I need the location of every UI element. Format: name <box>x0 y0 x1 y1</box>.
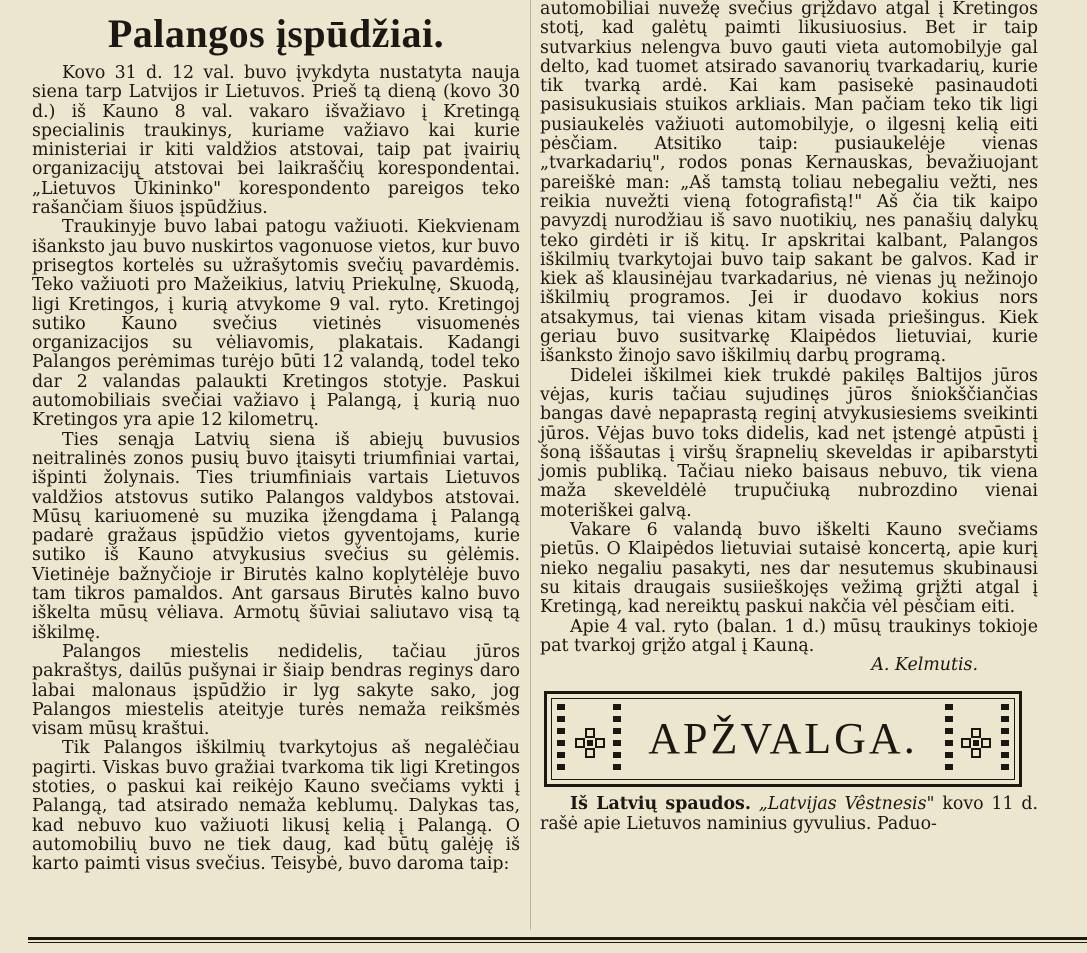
article-paragraph: Traukinyje buvo labai patogu važiuoti. Kiekvienam išanksto jau buvo nuskirtos vagonuose vietos, kur buvo prisegtos kortelės su užrašytomis svečių pavardėmis. Teko važiuoti pro Mažeikius, latvių Priekulnę, Skuodą, ligi Kretingos, į kurią atvykome 9 val. ryto. Kretingoj sutiko Kauno svečius vietinės visuomenės organizacijos su vėliavomis, plakatais. Kadangi Palangos perėmimas turėjo būti 12 valandą, todel teko dar 2 valandas palaukti Kretingos stotyje. Paskui automobiliais svečiai važiavo į Palangą, į kurią nuo Kretingos yra apie 12 kilometrų. <box>32 217 520 431</box>
section-header-box <box>544 691 1022 787</box>
review-text: kovo 11 d. rašė apie Lietuvos naminius gyvulius. Paduo- <box>540 794 1039 834</box>
article-paragraph: Vakare 6 valandą buvo iškelti Kauno svečiams pietūs. O Klaipėdos lietuviai sutaisė koncertą, apie kurį nieko negaliu pasakyti, nes dar nesutemus skubinausi su kitais draugais susiieškojęs vežimą grįžti atgal į Kretingą, kad nereiktų paskui nakčia vėl pėsčiam eiti. <box>540 520 1038 618</box>
article-paragraph: Ties senąja Latvių siena iš abiejų buvusios neitralinės zonos pusių buvo įtaisyti triumfiniai vartai, išpinti žolynais. Ties triumfiniais vartais Lietuvos valdžios atstovus sutiko Palangos valdybos atstovai. Mūsų kariuomenė su muzika įžengdama į Palangą padarė gražaus įspūdžio vietos gyventojams, kurie sutiko iš Kauno atvykusius svečius su gėlėmis. Vietinėje bažnyčioje ir Birutės kalno koplytėlėje buvo tam tikros pamaldos. Ant garsaus Birutės kalno buvo iškelta mūsų vėliava. Armotų šūviai saliutavo visą tą iškilmę. <box>32 429 520 643</box>
article-paragraph: automobiliai nuvežę svečius grįždavo atgal į Kretingos stotį, kad galėtų paimti likusiuosius. Bet ir taip sutvarkius nelengva buvo gauti vieta automobilyje gal delto, kad tuomet atsirado savanorių tvarkadarių, kurie tik tvarką ardė. Kai kam pasisekė pasinaudoti pasisukusiais stuikos arkliais. Man pačiam teko tik ligi pusiaukelės važiuoti automobilyje, o ilgesnį kelią eiti pėsčiam. Atsitiko taip: pusiaukelėje vienas „tvarkadarių", rodos ponas Kernauskas, bevažiuojant pareiškė man: „Aš tamstą toliau nebegaliu vežti, nes reikia nuvežti vieną fotografistą!" Aš čia tik kaipo pavyzdį nurodžiau iš savo nuotikių, nes panašių dalykų teko girdėti ir iš kitų. Ir apskritai kalbant, Palangos iškilmių tvarkytojai buvo taip sakant be galvos. Kad ir kiek aš klausinėjau tvarkadarius, nė vienas jų nežinojo iškilmių programos. Jei ir duodavo kokius nors atsakymus, tai vienas kitam visada priešingus. Kiek geriau buvo susitvarkę Klaipėdos lietuviai, kurie išanksto žinojo savo iškilmių darbų programą. <box>540 0 1038 367</box>
article-paragraph: Kovo 31 d. 12 val. buvo įvykdyta nustatyta nauja siena tarp Latvijos ir Lietuvos. Prieš tą dieną (kovo 30 d.) iš Kauno 8 val. vakaro išvažiavo į Kretingą specialinis traukinys, kuriame važiavo kai kurie ministeriai ir kiti valdžios atstovai, taip pat įvairių organizacijų atstovai bei laikraščių korespondentai. „Lietuvos Ūkininko" korespondento pareigos teko rašančiam šiuos įspūdžius. <box>32 63 520 219</box>
newspaper-name: „Latvijas Vêstnesis" <box>758 794 935 815</box>
article-paragraph: Apie 4 val. ryto (balan. 1 d.) mūsų traukinys tokioje pat tvarkoj grįžo atgal į Kauną. <box>540 616 1038 656</box>
review-paragraph <box>540 795 1038 834</box>
article-title: Palangos įspūdžiai. <box>107 11 445 56</box>
ornament-border <box>613 704 621 774</box>
section-heading: APŽVALGA. <box>648 714 918 764</box>
cross-ornament-icon <box>575 728 605 758</box>
ornament-border <box>1001 704 1009 774</box>
column-divider <box>530 0 531 930</box>
cross-ornament-icon <box>961 728 991 758</box>
author-signature: A. Kelmutis. <box>871 655 978 676</box>
ornament-border <box>557 704 565 774</box>
right-column <box>540 0 1038 834</box>
article-paragraph: Tik Palangos iškilmių tvarkytojus aš negalėčiau pagirti. Viskas buvo gražiai tvarkoma tik ligi Kretingos stoties, o paskui kai reikėjo Kauno svečiams vykti į Palangą, tad atsirado nemaža keblumų. Dalykas tas, kad nebuvo kuo važiuoti likusį kelią į Palangą. O automobilių buvo ne tiek daug, kad būtų galėję iš karto paimti visus svečius. Teisybė, buvo daroma taip: <box>32 738 520 875</box>
review-subheading: Iš Latvių spaudos. <box>570 794 751 815</box>
left-column <box>32 0 520 874</box>
article-paragraph: Palangos miestelis nedidelis, tačiau jūros pakraštys, dailūs pušynai ir šiaip bendras reginys daro labai malonaus įspūdžio ir lyg sakyte sako, jog Palangos miestelis ateityje turės nemaža reikšmės visam mūsų kraštui. <box>32 641 520 740</box>
bottom-rule <box>28 942 1087 943</box>
article-paragraph: Didelei iškilmei kiek trukdė pakilęs Baltijos jūros vėjas, kuris tačiau sujudinęs jūros šniokščiančias bangas davė nepaprastą reginį atvykusiesiems sveikinti jūros. Vėjas buvo toks didelis, kad net įstengė atpūsti į šoną iššautas į viršų šrapnelių skeveldas ir apibarstyti jomis publiką. Tačiau nieko baisaus nebuvo, tik viena maža skeveldėlė trupučiuką nubrozdino vienai moteriškei galvą. <box>540 365 1038 521</box>
bottom-rule <box>28 937 1087 940</box>
ornament-border <box>945 704 953 774</box>
